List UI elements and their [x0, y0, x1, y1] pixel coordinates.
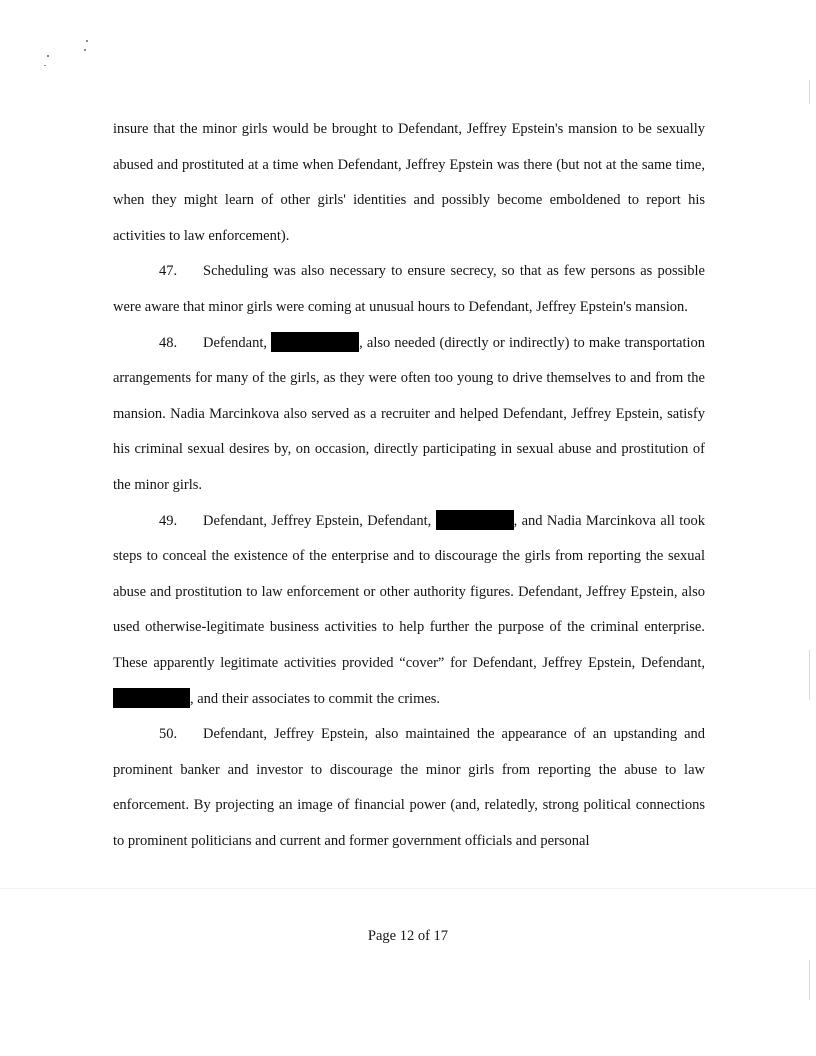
paragraph-47 — [113, 254, 705, 325]
paragraph-text: Defendant, Jeffrey Epstein, also maintained the appearance of an upstanding and prominent banker and investor to discourage the minor girls from reporting the abuse to law enforcement. By projecting an image of financial power (and, relatedly, strong political connections to prominent politicians and current and former government officials and personal — [113, 726, 705, 849]
paragraph-48 — [113, 326, 705, 504]
body-text — [113, 112, 705, 859]
paragraph-number: 47. — [159, 263, 178, 280]
scan-edge-mark — [809, 650, 810, 700]
paragraph-text: , and their associates to commit the crimes. — [190, 690, 441, 707]
scan-edge-mark — [809, 960, 810, 1000]
paragraph-49 — [113, 504, 705, 718]
paragraph-text: Scheduling was also necessary to ensure secrecy, so that as few persons as possible were aware that minor girls were coming at unusual hours to Defendant, Jeffrey Epstein's mansion. — [113, 263, 705, 315]
paragraph-text: , also needed (directly or indirectly) to make transportation arrangements for many of the girls, as they were often too young to drive themselves to and from the mansion. Nadia Marcinkova also served as a recruiter and helped Defendant, Jeffrey Epstein, satisfy his criminal sexual desires by, on occasion, directly participating in sexual abuse and prostitution of the minor girls. — [113, 334, 705, 493]
redaction-box — [113, 688, 190, 708]
paragraph-50 — [113, 717, 705, 859]
scan-line — [0, 888, 816, 889]
paragraph-text: , and Nadia Marcinkova all took steps to conceal the existence of the enterprise and to discourage the girls from reporting the sexual abuse and prostitution to law enforcement or other authority figures. Defendant, Jeffrey Epstein, also used otherwise-legitimate business activities to help further the purpose of the criminal enterprise. These apparently legitimate activities provided “cover” for Defendant, Jeffrey Epstein, Defendant, — [113, 512, 705, 671]
paragraph-number: 49. — [159, 512, 178, 529]
paragraph-text: Defendant, — [203, 334, 272, 351]
page-footer: Page 12 of 17 — [367, 928, 449, 944]
redaction-box — [436, 510, 514, 530]
redaction-box — [271, 332, 359, 352]
paragraph-number: 48. — [159, 334, 178, 351]
scan-edge-mark — [809, 80, 810, 104]
paragraph-continuation: insure that the minor girls would be brought to Defendant, Jeffrey Epstein's mansion to be sexually abused and prostituted at a time when Defendant, Jeffrey Epstein was there (but not at the same time, when they might learn of other girls' identities and possibly become emboldened to report his activities to law enforcement). — [113, 121, 705, 244]
paragraph-number: 50. — [159, 726, 178, 743]
paragraph-text: Defendant, Jeffrey Epstein, Defendant, — [203, 512, 436, 529]
